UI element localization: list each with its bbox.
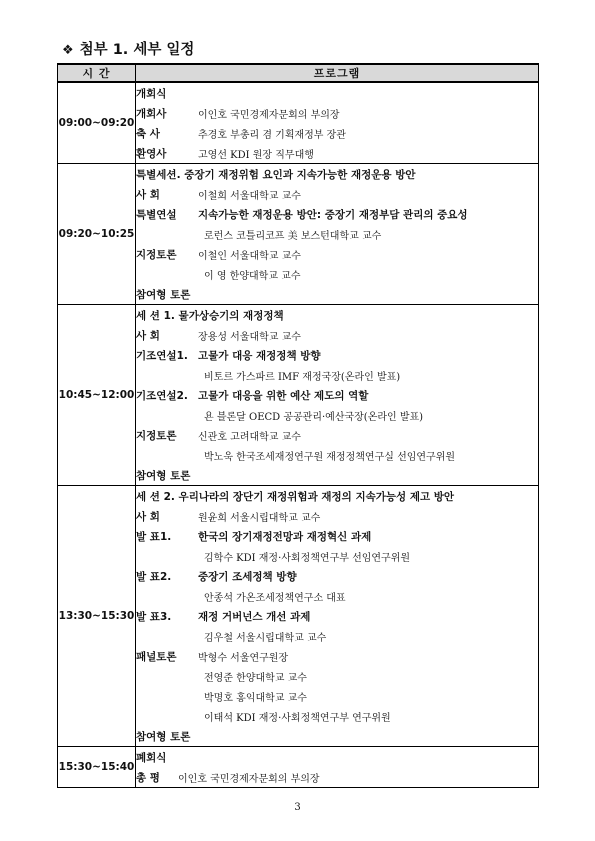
role-label: 발 표3.	[136, 610, 172, 623]
role-person: 이인호 국민경제자문회의 부의장	[198, 109, 340, 121]
session-heading: 세 션 1. 물가상승기의 재정정책	[136, 309, 284, 322]
talk-line	[136, 566, 538, 586]
discussion-person: 이 영 한양대학교 교수	[204, 270, 301, 282]
discussion-line	[136, 244, 538, 264]
role-label: 기조연설2.	[136, 389, 188, 402]
role-label: 사 회	[136, 510, 160, 523]
discussion-person: 박명호 홍익대학교 교수	[204, 692, 307, 704]
role-label: 사 회	[136, 188, 160, 201]
time-column-header: 시 간	[58, 64, 136, 82]
talk-line	[136, 385, 538, 405]
session-footer: 참여형 토론	[136, 288, 191, 301]
session-time: 13:30~15:30	[58, 486, 136, 747]
session-program	[136, 164, 539, 305]
role-label: 개회사	[136, 107, 167, 120]
role-label: 축 사	[136, 127, 160, 140]
role-line	[136, 123, 538, 143]
talk-topic: 지속가능한 재정운용 방안: 중장기 재정부담 관리의 중요성	[198, 208, 468, 221]
session-time: 09:20~10:25	[58, 164, 136, 305]
talk-topic: 재정 거버넌스 개선 과제	[198, 610, 311, 623]
session-footer: 참여형 토론	[136, 730, 191, 743]
talk-topic: 중장기 조세정책 방향	[198, 570, 297, 583]
role-person: 이철인 서울대학교 교수	[198, 250, 301, 262]
discussion-line	[136, 646, 538, 666]
chair-line	[136, 184, 538, 204]
role-label: 특별연설	[136, 208, 177, 221]
talk-speaker: 비토르 가스파르 IMF 재정국장(온라인 발표)	[204, 371, 401, 383]
session-heading: 특별세션. 중장기 재정위험 요인과 지속가능한 재정운용 방안	[136, 168, 416, 181]
role-person: 신관호 고려대학교 교수	[198, 431, 301, 443]
role-person: 고영선 KDI 원장 직무대행	[198, 149, 314, 161]
role-person: 박형수 서울연구원장	[198, 652, 289, 664]
table-row	[58, 486, 539, 747]
diamond-bullet-icon: ❖	[62, 43, 74, 58]
role-line	[136, 767, 538, 787]
session-program	[136, 82, 539, 164]
role-person: 추경호 부총리 겸 기획재정부 장관	[198, 129, 346, 141]
role-label: 지정토론	[136, 248, 177, 261]
role-label: 지정토론	[136, 429, 177, 442]
role-label: 기조연설1.	[136, 349, 188, 362]
session-footer: 참여형 토론	[136, 469, 191, 482]
role-label: 총 평	[136, 771, 160, 784]
session-heading: 세 션 2. 우리나라의 장단기 재정위험과 재정의 지속가능성 제고 방안	[136, 490, 455, 503]
role-line	[136, 103, 538, 123]
talk-speaker: 욘 블론달 OECD 공공관리·예산국장(온라인 발표)	[204, 411, 424, 423]
talk-line	[136, 204, 538, 224]
table-row	[58, 747, 539, 788]
role-label: 발 표2.	[136, 570, 172, 583]
role-person: 이철희 서울대학교 교수	[198, 190, 301, 202]
schedule-table	[57, 63, 539, 788]
role-person: 이인호 국민경제자문회의 부의장	[178, 773, 320, 785]
discussion-person: 이태석 KDI 재정·사회정책연구부 연구위원	[204, 712, 391, 724]
discussion-person: 전영준 한양대학교 교수	[204, 672, 307, 684]
role-label: 환영사	[136, 147, 167, 160]
table-row	[58, 305, 539, 486]
talk-topic: 고물가 대응 재정정책 방향	[198, 349, 321, 362]
talk-line	[136, 606, 538, 626]
discussion-line	[136, 425, 538, 445]
talk-speaker: 김우철 서울시립대학교 교수	[204, 632, 327, 644]
session-program	[136, 486, 539, 747]
role-label: 패널토론	[136, 650, 177, 663]
program-column-header: 프로그램	[136, 64, 539, 82]
talk-line	[136, 345, 538, 365]
session-time: 09:00~09:20	[58, 82, 136, 164]
role-label: 발 표1.	[136, 530, 172, 543]
talk-speaker: 김학수 KDI 재정·사회정책연구부 선임연구위원	[204, 552, 411, 564]
session-heading: 폐회식	[136, 751, 167, 764]
talk-topic: 고물가 대응을 위한 예산 제도의 역할	[198, 389, 369, 402]
talk-topic: 한국의 장기재정전망과 재정혁신 과제	[198, 530, 372, 543]
session-heading: 개회식	[136, 87, 167, 100]
page-title-text: 첨부 1. 세부 일정	[79, 42, 195, 58]
role-person: 장용성 서울대학교 교수	[198, 331, 301, 343]
chair-line	[136, 506, 538, 526]
role-line	[136, 143, 538, 163]
page-title	[62, 38, 194, 59]
talk-speaker: 안종석 가온조세정책연구소 대표	[204, 592, 346, 604]
role-person: 원윤희 서울시립대학교 교수	[198, 512, 321, 524]
role-label: 사 회	[136, 329, 160, 342]
discussion-person: 박노욱 한국조세재정연구원 재정정책연구실 선임연구위원	[204, 451, 456, 463]
session-time: 15:30~15:40	[58, 747, 136, 788]
page-number: 3	[294, 802, 301, 813]
session-program	[136, 305, 539, 486]
talk-line	[136, 526, 538, 546]
session-time: 10:45~12:00	[58, 305, 136, 486]
session-program	[136, 747, 539, 788]
chair-line	[136, 325, 538, 345]
table-row	[58, 82, 539, 164]
table-row	[58, 164, 539, 305]
talk-speaker: 로런스 코틀리코프 美 보스턴대학교 교수	[204, 230, 382, 242]
